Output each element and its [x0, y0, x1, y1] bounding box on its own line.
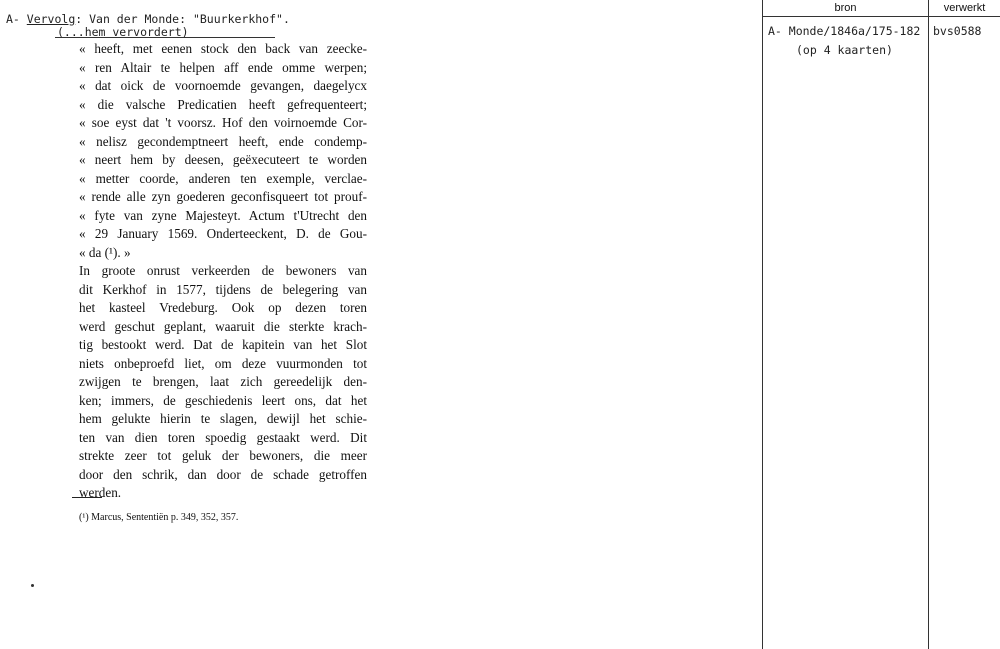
- heading-rest: : Van der Monde: "Buurkerkhof".: [75, 12, 290, 26]
- text-line: « ren Altair te helpen aff ende omme werpen;: [79, 59, 367, 75]
- table-header-rule: [762, 16, 1000, 17]
- text-line: niets onbeproefd liet, om deze vuurmonden tot: [79, 355, 367, 371]
- text-line: « heeft, met eenen stock den back van zeecke-: [79, 41, 367, 56]
- text-line: ken; immers, de geschiedenis leert ons, dat het: [79, 392, 367, 408]
- column-header-bron: bron: [834, 2, 857, 14]
- text-line: ten van dien toren spoedig gestaakt werd. Dit: [79, 429, 367, 445]
- bron-note: (op 4 kaarten): [796, 43, 893, 57]
- card-subheading: (...hem vervordert): [57, 25, 189, 39]
- stray-dot: [31, 584, 34, 587]
- text-line: door den schrik, dan door de schade getroffen: [79, 466, 367, 482]
- text-line: « 29 January 1569. Onderteeckent, D. de Gou-: [79, 226, 367, 241]
- heading-prefix: A-: [6, 12, 27, 26]
- text-line: « rende alle zyn goederen geconfisqueert tot prouf-: [79, 189, 367, 204]
- text-line: « soe eyst dat 't voorsz. Hof den voirnoemde Cor-: [79, 115, 367, 130]
- table-divider-middle: [928, 0, 929, 649]
- footnote-rule: [72, 497, 102, 498]
- text-line: « fyte van zyne Majesteyt. Actum t'Utrecht den: [79, 207, 367, 223]
- text-line: dit Kerkhof in 1577, tijdens de belegering van: [79, 281, 367, 297]
- text-line: tig bestookt werd. Dat de kapitein van het Slot: [79, 337, 367, 352]
- text-line: werd geschut geplant, waaruit die sterkte krach-: [79, 318, 367, 334]
- text-line: het kasteel Vredeburg. Ook op dezen toren: [79, 300, 367, 315]
- text-line: « metter coorde, anderen ten exemple, verclae-: [79, 170, 367, 186]
- bron-reference: A- Monde/1846a/175-182: [768, 24, 921, 38]
- verwerkt-code: bvs0588: [933, 24, 982, 38]
- heading-vervolg: Vervolg: [26, 12, 76, 26]
- card-heading: [6, 12, 290, 26]
- text-line: « nelisz gecondemptneert heeft, ende condemp-: [79, 133, 367, 149]
- footnote: (¹) Marcus, Sententiën p. 349, 352, 357.: [79, 512, 239, 523]
- text-line: zwijgen te brengen, laat zich gereedelijk den-: [79, 374, 367, 389]
- text-line: hem gelukte hierin te slagen, dewijl het schie-: [79, 411, 367, 426]
- text-line: « da (¹). »: [79, 244, 131, 260]
- text-line: werden.: [79, 485, 122, 500]
- text-line: « dat oick de voornoemde gevangen, daegelycx: [79, 78, 367, 93]
- text-line: In groote onrust verkeerden de bewoners van: [79, 263, 367, 278]
- text-line: strekte zeer tot geluk der bewoners, die meer: [79, 448, 367, 463]
- clipping-text: [79, 40, 367, 503]
- text-line: « die valsche Predicatien heeft gefrequenteert;: [79, 96, 367, 112]
- text-line: « neert hem by deesen, geëxecuteert te worden: [79, 152, 367, 167]
- table-divider-left: [762, 0, 763, 649]
- column-header-verwerkt: verwerkt: [943, 2, 986, 14]
